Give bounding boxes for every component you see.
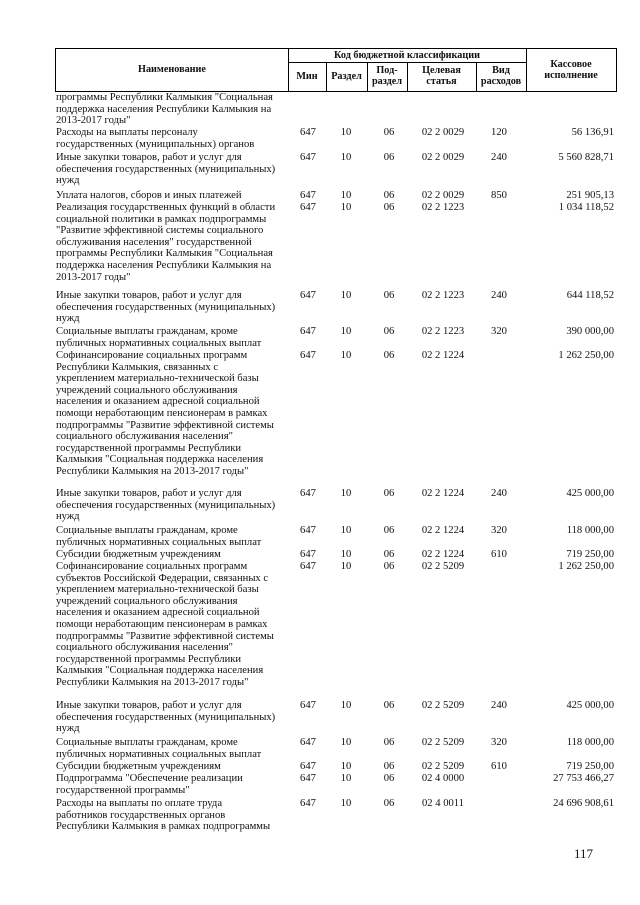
row-podrazdel: 06 — [383, 127, 395, 138]
header-name: Наименование — [138, 64, 206, 75]
row-celevaya: 02 2 5209 — [421, 700, 465, 711]
row-razdel: 10 — [340, 127, 352, 138]
row-min: 647 — [300, 737, 316, 748]
row-sum: 1 262 250,00 — [558, 561, 614, 572]
row-podrazdel: 06 — [383, 290, 395, 301]
row-name: Реализация государственных функций в области социальной политики в рамках подпрограммы "Развитие эффективной системы социального обслуживания населения" государственной программы Республики Калмыкия "Социальная поддержка населения Республики Калмыкия на 2013-2017 годы" — [56, 202, 276, 283]
row-podrazdel: 06 — [383, 488, 395, 499]
header-min: Мин — [296, 71, 318, 82]
row-vid: 320 — [491, 737, 507, 748]
row-sum: 425 000,00 — [566, 488, 614, 499]
row-sum: 390 000,00 — [566, 326, 614, 337]
row-name: Расходы на выплаты персоналу государственных (муниципальных) органов — [56, 127, 255, 150]
row-name: Субсидии бюджетным учреждениям — [56, 549, 221, 560]
row-min: 647 — [300, 549, 316, 560]
row-razdel: 10 — [340, 190, 352, 201]
row-razdel: 10 — [340, 350, 352, 361]
row-razdel: 10 — [340, 700, 352, 711]
page-number: 117 — [574, 846, 594, 861]
row-name: Подпрограмма "Обеспечение реализации государственной программы" — [56, 773, 243, 796]
row-name: Социальные выплаты гражданам, кроме публичных нормативных социальных выплат — [56, 326, 262, 349]
row-min: 647 — [300, 152, 316, 163]
row-sum: 719 250,00 — [566, 549, 614, 560]
row-celevaya: 02 2 1224 — [421, 488, 465, 499]
row-razdel: 10 — [340, 761, 352, 772]
row-vid: 240 — [491, 488, 507, 499]
row-sum: 118 000,00 — [566, 737, 614, 748]
row-razdel: 10 — [340, 326, 352, 337]
row-vid: 320 — [491, 525, 507, 536]
row-min: 647 — [300, 127, 316, 138]
row-vid: 240 — [491, 700, 507, 711]
row-celevaya: 02 2 1223 — [421, 326, 465, 337]
row-razdel: 10 — [340, 561, 352, 572]
row-celevaya: 02 2 0029 — [421, 190, 465, 201]
row-name: Иные закупки товаров, работ и услуг для обеспечения государственных (муниципальных) нужд — [56, 700, 276, 735]
row-razdel: 10 — [340, 737, 352, 748]
row-min: 647 — [300, 326, 316, 337]
row-min: 647 — [300, 350, 316, 361]
row-razdel: 10 — [340, 773, 352, 784]
row-sum: 425 000,00 — [566, 700, 614, 711]
row-podrazdel: 06 — [383, 152, 395, 163]
row-razdel: 10 — [340, 488, 352, 499]
row-sum: 719 250,00 — [566, 761, 614, 772]
row-min: 647 — [300, 202, 316, 213]
header-vid: Вид расходов — [480, 65, 522, 87]
row-min: 647 — [300, 488, 316, 499]
row-podrazdel: 06 — [383, 773, 395, 784]
header-execution: Кассовое исполнение — [544, 59, 598, 81]
row-sum: 24 696 908,61 — [553, 798, 614, 809]
row-name: программы Республики Калмыкия "Социальная поддержка населения Республики Калмыкия на 2013-2017 годы" — [56, 92, 273, 127]
row-vid: 120 — [491, 127, 507, 138]
table-header — [55, 48, 617, 92]
row-sum: 251 905,13 — [566, 190, 614, 201]
row-podrazdel: 06 — [383, 190, 395, 201]
row-name: Софинансирование социальных программ Республики Калмыкия, связанных с укреплением материально-технической базы учреждений социального обслуживания населения и оказанием адресной социальной помощи неработающим пенсионерам в рамках подпрограммы "Развитие эффективной системы социального обслуживания населения" государственной программы Республики Калмыкия "Социальная поддержка населения Республики Калмыкия на 2013-2017 годы" — [56, 350, 274, 477]
row-min: 647 — [300, 525, 316, 536]
row-celevaya: 02 2 5209 — [421, 561, 465, 572]
row-celevaya: 02 2 0029 — [421, 127, 465, 138]
row-podrazdel: 06 — [383, 202, 395, 213]
row-celevaya: 02 4 0011 — [422, 798, 464, 809]
row-sum: 1 262 250,00 — [558, 350, 614, 361]
row-name: Иные закупки товаров, работ и услуг для обеспечения государственных (муниципальных) нужд — [56, 290, 276, 325]
row-min: 647 — [300, 700, 316, 711]
row-celevaya: 02 2 1223 — [421, 290, 465, 301]
row-vid: 240 — [491, 290, 507, 301]
header-code-group: Код бюджетной классификации — [334, 50, 480, 61]
row-celevaya: 02 4 0000 — [421, 773, 465, 784]
row-name: Расходы на выплаты по оплате труда работников государственных органов Республики Калмыкия в рамках подпрограммы — [56, 798, 271, 833]
row-razdel: 10 — [340, 525, 352, 536]
row-name: Иные закупки товаров, работ и услуг для обеспечения государственных (муниципальных) нужд — [56, 152, 276, 187]
row-vid: 610 — [491, 549, 507, 560]
row-vid: 850 — [491, 190, 507, 201]
row-vid: 610 — [491, 761, 507, 772]
row-razdel: 10 — [340, 290, 352, 301]
row-sum: 27 753 466,27 — [553, 773, 614, 784]
row-podrazdel: 06 — [383, 761, 395, 772]
row-name: Иные закупки товаров, работ и услуг для обеспечения государственных (муниципальных) нужд — [56, 488, 276, 523]
row-podrazdel: 06 — [383, 350, 395, 361]
row-vid: 320 — [491, 326, 507, 337]
row-podrazdel: 06 — [383, 700, 395, 711]
row-name: Уплата налогов, сборов и иных платежей — [56, 190, 242, 201]
row-name: Социальные выплаты гражданам, кроме публичных нормативных социальных выплат — [56, 525, 262, 548]
row-min: 647 — [300, 773, 316, 784]
row-sum: 644 118,52 — [566, 290, 614, 301]
row-min: 647 — [300, 798, 316, 809]
row-vid: 240 — [491, 152, 507, 163]
row-name: Социальные выплаты гражданам, кроме публичных нормативных социальных выплат — [56, 737, 262, 760]
row-name: Софинансирование социальных программ субъектов Российской Федерации, связанных с укреплением материально-технической базы учреждений социального обслуживания населения и оказанием адресной социальной помощи неработающим пенсионерам в рамках подпрограммы "Развитие эффективной системы социального обслуживания населения" государственной программы Республики Калмыкия "Социальная поддержка населения Республики Калмыкия на 2013-2017 годы" — [56, 561, 274, 688]
row-podrazdel: 06 — [383, 326, 395, 337]
row-celevaya: 02 2 5209 — [421, 761, 465, 772]
header-podrazdel: Под- раздел — [371, 65, 403, 87]
row-celevaya: 02 2 1224 — [421, 525, 465, 536]
row-razdel: 10 — [340, 202, 352, 213]
row-min: 647 — [300, 761, 316, 772]
header-celevaya: Целевая статья — [422, 65, 461, 87]
header-razdel: Раздел — [331, 71, 362, 82]
row-name: Субсидии бюджетным учреждениям — [56, 761, 221, 772]
row-sum: 56 136,91 — [571, 127, 614, 138]
row-min: 647 — [300, 290, 316, 301]
row-celevaya: 02 2 1224 — [421, 549, 465, 560]
row-celevaya: 02 2 0029 — [421, 152, 465, 163]
row-razdel: 10 — [340, 152, 352, 163]
row-min: 647 — [300, 561, 316, 572]
row-podrazdel: 06 — [383, 737, 395, 748]
row-sum: 1 034 118,52 — [558, 202, 614, 213]
row-min: 647 — [300, 190, 316, 201]
row-razdel: 10 — [340, 798, 352, 809]
row-celevaya: 02 2 1224 — [421, 350, 465, 361]
row-sum: 5 560 828,71 — [558, 152, 614, 163]
row-celevaya: 02 2 1223 — [421, 202, 465, 213]
row-celevaya: 02 2 5209 — [421, 737, 465, 748]
row-podrazdel: 06 — [383, 549, 395, 560]
row-podrazdel: 06 — [383, 525, 395, 536]
row-podrazdel: 06 — [383, 561, 395, 572]
row-podrazdel: 06 — [383, 798, 395, 809]
row-sum: 118 000,00 — [566, 525, 614, 536]
row-razdel: 10 — [340, 549, 352, 560]
